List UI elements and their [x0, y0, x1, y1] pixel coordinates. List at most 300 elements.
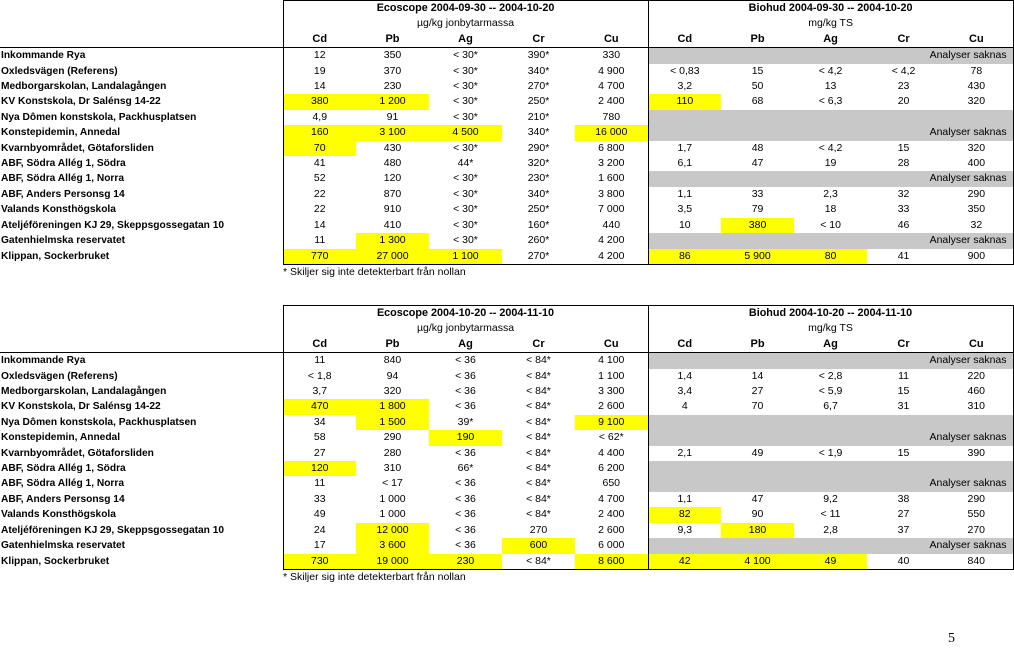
- site-name: Inkommande Rya: [1, 50, 86, 62]
- column-header: Cu: [940, 337, 1013, 353]
- biohud-value: 70: [751, 400, 764, 413]
- biohud-value: 290: [940, 492, 1013, 507]
- biohud-value: 1,1: [648, 187, 721, 202]
- header-unit-row: [0, 16, 1013, 31]
- ecoscope-value: < 17: [382, 477, 403, 490]
- biohud-value: 15: [897, 141, 910, 154]
- ecoscope-value: < 36: [455, 523, 476, 536]
- biohud-value: 1,4: [648, 369, 721, 384]
- biohud-value: < 5,9: [818, 385, 843, 398]
- ecoscope-value: 160*: [527, 218, 550, 231]
- site-name: Gatenhielmska reservatet: [1, 540, 126, 552]
- biohud-value: 5 900: [721, 249, 794, 265]
- ecoscope-value: 780: [602, 110, 621, 123]
- biohud-value: 15: [897, 446, 910, 459]
- site-name: Valands Konsthögskola: [1, 509, 116, 521]
- analyses-missing: Analyser saknas: [648, 233, 1013, 248]
- header-title-row: [0, 1, 1013, 17]
- page-number: 5: [948, 631, 955, 646]
- ecoscope-value: 320: [383, 385, 402, 398]
- biohud-value: 41: [867, 249, 940, 265]
- site-name: Gatenhielmska reservatet: [1, 235, 126, 247]
- biohud-value: 110: [648, 94, 721, 109]
- biohud-value: 390: [940, 446, 1013, 461]
- biohud-value: 550: [940, 507, 1013, 522]
- ecoscope-value: < 30*: [453, 187, 478, 200]
- table-row: [0, 415, 1013, 430]
- biohud-value: 310: [940, 399, 1013, 414]
- column-header: Pb: [356, 337, 429, 353]
- results-table-period-1: [0, 0, 1014, 280]
- ecoscope-value: 340*: [527, 64, 550, 77]
- biohud-value: 48: [751, 141, 764, 154]
- ecoscope-value: 33: [283, 492, 356, 507]
- table-row: [0, 233, 1013, 248]
- column-header: Cd: [648, 337, 721, 353]
- ecoscope-value: < 84*: [526, 415, 551, 428]
- table-row: [0, 384, 1013, 399]
- biohud-unit: mg/kg TS: [648, 16, 1013, 31]
- analyses-missing: Analyser saknas: [648, 476, 1013, 491]
- ecoscope-value: 440: [602, 218, 621, 231]
- site-name: Konstepidemin, Annedal: [1, 432, 121, 444]
- ecoscope-value: 870: [383, 187, 402, 200]
- site-name: Ateljéföreningen KJ 29, Skeppsgossegatan 10: [1, 524, 225, 536]
- ecoscope-value: 480: [383, 157, 402, 170]
- ecoscope-value: 250*: [527, 95, 550, 108]
- ecoscope-value: 49: [283, 507, 356, 522]
- biohud-value: < 1,9: [818, 446, 843, 459]
- biohud-value: 9,3: [648, 523, 721, 538]
- table-row: [0, 64, 1013, 79]
- biohud-value: 32: [897, 187, 910, 200]
- biohud-value: 20: [897, 95, 910, 108]
- ecoscope-value: 8 600: [575, 554, 648, 570]
- ecoscope-value: < 30*: [453, 49, 478, 62]
- column-header: Cr: [867, 337, 940, 353]
- header-title-row: [0, 306, 1013, 322]
- ecoscope-value: 6 200: [598, 462, 625, 475]
- site-name: Ateljéföreningen KJ 29, Skeppsgossegatan 10: [1, 219, 225, 231]
- ecoscope-value: 1 800: [356, 399, 429, 414]
- ecoscope-value: 160: [283, 125, 356, 140]
- ecoscope-value: 4 900: [598, 64, 625, 77]
- biohud-value: 3,2: [648, 79, 721, 94]
- biohud-value: 2,3: [823, 187, 838, 200]
- ecoscope-value: 730: [283, 554, 356, 570]
- ecoscope-title: Ecoscope 2004-10-20 -- 2004-11-10: [283, 306, 648, 322]
- ecoscope-value: 3 100: [356, 125, 429, 140]
- ecoscope-value: < 30*: [453, 110, 478, 123]
- biohud-value: 78: [940, 64, 1013, 79]
- analyses-missing: [648, 415, 1013, 430]
- ecoscope-value: < 84*: [526, 431, 551, 444]
- ecoscope-value: 66*: [457, 462, 474, 475]
- ecoscope-value: < 84*: [526, 492, 551, 505]
- site-name: ABF, Anders Personsg 14: [1, 493, 125, 505]
- ecoscope-value: 91: [386, 110, 399, 123]
- column-header: Ag: [794, 32, 867, 48]
- biohud-value: 50: [751, 80, 764, 93]
- biohud-value: 82: [648, 507, 721, 522]
- table-row: [0, 218, 1013, 233]
- ecoscope-value: 2 600: [598, 523, 625, 536]
- biohud-value: 460: [940, 384, 1013, 399]
- table-row: [0, 446, 1013, 461]
- biohud-value: 380: [721, 218, 794, 233]
- site-name: ABF, Södra Allég 1, Södra: [1, 463, 126, 475]
- ecoscope-value: 4 200: [575, 249, 648, 265]
- ecoscope-value: < 36: [455, 492, 476, 505]
- ecoscope-value: 4 700: [598, 492, 625, 505]
- analyses-missing: Analyser saknas: [648, 125, 1013, 140]
- table-row: [0, 110, 1013, 125]
- table-row: [0, 554, 1013, 570]
- ecoscope-value: 6 000: [598, 539, 625, 552]
- biohud-value: < 10: [820, 218, 841, 231]
- site-name: ABF, Södra Allég 1, Norra: [1, 478, 125, 490]
- ecoscope-value: < 36: [455, 369, 476, 382]
- ecoscope-value: < 84*: [526, 477, 551, 490]
- ecoscope-value: < 84*: [526, 385, 551, 398]
- biohud-value: < 11: [820, 508, 841, 521]
- biohud-value: 37: [897, 523, 910, 536]
- ecoscope-value: < 84*: [526, 400, 551, 413]
- footnote: * Skiljer sig inte detekterbart från nollan: [283, 265, 466, 278]
- biohud-value: 11: [898, 369, 909, 382]
- ecoscope-value: 280: [383, 446, 402, 459]
- ecoscope-value: 370: [383, 64, 402, 77]
- column-header: Cd: [283, 32, 356, 48]
- biohud-value: 220: [940, 369, 1013, 384]
- ecoscope-value: 290*: [527, 141, 550, 154]
- site-name: Inkommande Rya: [1, 355, 86, 367]
- ecoscope-value: 770: [283, 249, 356, 265]
- biohud-value: 40: [867, 554, 940, 570]
- biohud-value: 15: [751, 64, 764, 77]
- biohud-value: 80: [794, 249, 867, 265]
- biohud-value: 1,7: [648, 141, 721, 156]
- ecoscope-value: 120: [283, 461, 356, 476]
- ecoscope-value: 34: [283, 415, 356, 430]
- ecoscope-value: 600: [502, 538, 575, 553]
- table-row: [0, 48, 1013, 64]
- site-name: Klippan, Sockerbruket: [1, 250, 110, 262]
- site-name: Oxledsvägen (Referens): [1, 65, 118, 77]
- column-header: Cd: [648, 32, 721, 48]
- biohud-title: Biohud 2004-10-20 -- 2004-11-10: [648, 306, 1013, 322]
- results-table-period-2: [0, 305, 1014, 585]
- biohud-value: 3,4: [648, 384, 721, 399]
- ecoscope-value: < 1,8: [283, 369, 356, 384]
- ecoscope-value: < 30*: [453, 95, 478, 108]
- ecoscope-value: 1 100: [598, 369, 625, 382]
- table-row: [0, 125, 1013, 140]
- table-row: [0, 476, 1013, 491]
- ecoscope-value: 260*: [527, 234, 550, 247]
- biohud-value: 900: [940, 249, 1013, 265]
- ecoscope-value: 310: [383, 462, 402, 475]
- ecoscope-value: 11: [283, 476, 356, 491]
- ecoscope-value: 340*: [527, 126, 550, 139]
- table-row: [0, 249, 1013, 265]
- ecoscope-value: 14: [283, 79, 356, 94]
- ecoscope-value: 330: [602, 49, 621, 62]
- column-header: Pb: [356, 32, 429, 48]
- ecoscope-value: 230: [383, 80, 402, 93]
- site-name: Klippan, Sockerbruket: [1, 555, 110, 567]
- ecoscope-value: 210*: [527, 110, 550, 123]
- analyses-missing: Analyser saknas: [648, 430, 1013, 445]
- biohud-value: < 2,8: [818, 369, 843, 382]
- ecoscope-value: < 30*: [453, 172, 478, 185]
- table-row: [0, 79, 1013, 94]
- analyses-missing: Analyser saknas: [648, 171, 1013, 186]
- site-name: Konstepidemin, Annedal: [1, 127, 121, 139]
- ecoscope-value: 39*: [457, 415, 474, 428]
- ecoscope-value: 12: [283, 48, 356, 64]
- table-row: [0, 492, 1013, 507]
- ecoscope-value: 22: [283, 187, 356, 202]
- ecoscope-value: < 36: [455, 354, 476, 367]
- site-name: KV Konstskola, Dr Salénsg 14-22: [1, 401, 161, 413]
- ecoscope-value: 11: [283, 233, 356, 248]
- ecoscope-value: 430: [383, 141, 402, 154]
- biohud-value: < 4,2: [891, 64, 916, 77]
- biohud-value: 320: [940, 141, 1013, 156]
- biohud-value: 3,5: [648, 202, 721, 217]
- ecoscope-value: 27 000: [356, 249, 429, 265]
- biohud-value: 19: [824, 157, 837, 170]
- biohud-value: 49: [751, 446, 764, 459]
- analyses-missing: Analyser saknas: [648, 48, 1013, 64]
- biohud-value: 1,1: [648, 492, 721, 507]
- table-row: [0, 538, 1013, 553]
- ecoscope-value: 2 400: [598, 508, 625, 521]
- ecoscope-value: 270*: [527, 80, 550, 93]
- biohud-value: 2,8: [823, 523, 838, 536]
- table-row: [0, 369, 1013, 384]
- column-header: Cr: [867, 32, 940, 48]
- table-row: [0, 507, 1013, 522]
- biohud-value: 290: [940, 187, 1013, 202]
- column-header: Cr: [502, 32, 575, 48]
- ecoscope-value: < 84*: [502, 554, 575, 570]
- ecoscope-value: 3 800: [598, 187, 625, 200]
- biohud-value: < 6,3: [818, 95, 843, 108]
- column-header-row: [0, 32, 1013, 48]
- ecoscope-value: 270*: [502, 249, 575, 265]
- biohud-value: 33: [897, 203, 910, 216]
- biohud-value: 90: [751, 508, 764, 521]
- biohud-value: 4 100: [721, 554, 794, 570]
- table-row: [0, 187, 1013, 202]
- biohud-value: 840: [940, 554, 1013, 570]
- biohud-value: 47: [751, 492, 764, 505]
- ecoscope-value: 4 400: [598, 446, 625, 459]
- biohud-value: 32: [940, 218, 1013, 233]
- biohud-value: 86: [648, 249, 721, 265]
- ecoscope-value: 340*: [527, 187, 550, 200]
- ecoscope-value: 230: [429, 554, 502, 570]
- biohud-value: 320: [940, 94, 1013, 109]
- ecoscope-unit: µg/kg jonbytarmassa: [283, 321, 648, 336]
- biohud-value: 28: [897, 157, 910, 170]
- footnote-row: [0, 264, 1013, 280]
- ecoscope-value: < 84*: [526, 446, 551, 459]
- biohud-value: 400: [940, 156, 1013, 171]
- column-header: Pb: [721, 337, 794, 353]
- ecoscope-value: 1 300: [356, 233, 429, 248]
- ecoscope-value: 6 800: [598, 141, 625, 154]
- column-header: Cu: [940, 32, 1013, 48]
- ecoscope-value: 390*: [527, 49, 550, 62]
- biohud-value: 4: [648, 399, 721, 414]
- biohud-value: 430: [940, 79, 1013, 94]
- site-name: Medborgarskolan, Landalagången: [1, 386, 167, 398]
- ecoscope-value: 4,9: [283, 110, 356, 125]
- ecoscope-value: 2 600: [598, 400, 625, 413]
- ecoscope-value: < 36: [455, 446, 476, 459]
- biohud-value: 270: [940, 523, 1013, 538]
- biohud-value: 14: [751, 369, 764, 382]
- ecoscope-value: 7 000: [598, 203, 625, 216]
- ecoscope-value: 1 500: [356, 415, 429, 430]
- ecoscope-value: 1 600: [598, 172, 625, 185]
- ecoscope-value: < 84*: [526, 462, 551, 475]
- biohud-value: 31: [897, 400, 910, 413]
- column-header: Ag: [794, 337, 867, 353]
- table-row: [0, 171, 1013, 186]
- ecoscope-value: 3,7: [283, 384, 356, 399]
- biohud-value: 180: [721, 523, 794, 538]
- table-row: [0, 141, 1013, 156]
- ecoscope-value: < 84*: [526, 354, 551, 367]
- footnote: * Skiljer sig inte detekterbart från nollan: [283, 570, 466, 583]
- column-header: Cu: [575, 337, 648, 353]
- table-row: [0, 202, 1013, 217]
- site-name: Oxledsvägen (Referens): [1, 370, 118, 382]
- ecoscope-value: 4 100: [598, 354, 625, 367]
- biohud-value: 6,7: [823, 400, 838, 413]
- biohud-value: 46: [897, 218, 910, 231]
- ecoscope-value: 320*: [527, 157, 550, 170]
- ecoscope-value: 380: [283, 94, 356, 109]
- ecoscope-value: 3 600: [356, 538, 429, 553]
- ecoscope-value: 4 200: [598, 234, 625, 247]
- ecoscope-value: 250*: [527, 203, 550, 216]
- ecoscope-value: 4 700: [598, 80, 625, 93]
- biohud-value: 79: [751, 203, 764, 216]
- table-row: [0, 353, 1013, 369]
- ecoscope-value: 350: [383, 49, 402, 62]
- ecoscope-value: < 30*: [453, 141, 478, 154]
- ecoscope-value: 910: [383, 203, 402, 216]
- ecoscope-value: 4 500: [429, 125, 502, 140]
- site-name: Nya Dômen konstskola, Packhusplatsen: [1, 111, 197, 123]
- ecoscope-value: 14: [283, 218, 356, 233]
- site-name: Nya Dômen konstskola, Packhusplatsen: [1, 416, 197, 428]
- ecoscope-value: 1 000: [379, 508, 406, 521]
- ecoscope-value: 470: [283, 399, 356, 414]
- biohud-value: 350: [940, 202, 1013, 217]
- ecoscope-value: 290: [383, 431, 402, 444]
- site-name: Medborgarskolan, Landalagången: [1, 81, 167, 93]
- ecoscope-value: 9 100: [575, 415, 648, 430]
- ecoscope-value: 3 300: [598, 385, 625, 398]
- biohud-value: 33: [751, 187, 764, 200]
- biohud-value: 10: [648, 218, 721, 233]
- ecoscope-value: 16 000: [575, 125, 648, 140]
- column-header: Ag: [429, 32, 502, 48]
- column-header: Cr: [502, 337, 575, 353]
- ecoscope-value: 94: [386, 369, 399, 382]
- column-header: Pb: [721, 32, 794, 48]
- ecoscope-unit: µg/kg jonbytarmassa: [283, 16, 648, 31]
- ecoscope-value: 22: [283, 202, 356, 217]
- biohud-value: < 4,2: [818, 64, 843, 77]
- ecoscope-value: 44*: [457, 157, 474, 170]
- ecoscope-value: 410: [383, 218, 402, 231]
- ecoscope-value: 27: [283, 446, 356, 461]
- ecoscope-value: 190: [429, 430, 502, 445]
- table-row: [0, 523, 1013, 538]
- biohud-value: 42: [648, 554, 721, 570]
- ecoscope-value: 2 400: [598, 95, 625, 108]
- ecoscope-value: < 36: [455, 539, 476, 552]
- ecoscope-value: 12 000: [356, 523, 429, 538]
- biohud-value: 47: [751, 157, 764, 170]
- biohud-value: 9,2: [823, 492, 838, 505]
- biohud-value: 15: [897, 385, 910, 398]
- ecoscope-value: 1 000: [379, 492, 406, 505]
- biohud-value: 18: [824, 203, 837, 216]
- biohud-value: 6,1: [648, 156, 721, 171]
- table-row: [0, 94, 1013, 109]
- ecoscope-value: 70: [283, 141, 356, 156]
- biohud-value: 2,1: [648, 446, 721, 461]
- column-header-row: [0, 337, 1013, 353]
- analyses-missing: [648, 110, 1013, 125]
- ecoscope-title: Ecoscope 2004-09-30 -- 2004-10-20: [283, 1, 648, 17]
- site-name: ABF, Södra Allég 1, Norra: [1, 173, 125, 185]
- site-name: ABF, Anders Personsg 14: [1, 188, 125, 200]
- ecoscope-value: 1 200: [356, 94, 429, 109]
- ecoscope-value: < 30*: [453, 234, 478, 247]
- ecoscope-value: 58: [283, 430, 356, 445]
- ecoscope-value: 840: [383, 354, 402, 367]
- table-row: [0, 461, 1013, 476]
- ecoscope-value: 270: [529, 523, 548, 536]
- table-row: [0, 430, 1013, 445]
- ecoscope-value: < 36: [455, 477, 476, 490]
- ecoscope-value: 19: [283, 64, 356, 79]
- site-name: KV Konstskola, Dr Salénsg 14-22: [1, 96, 161, 108]
- ecoscope-value: < 36: [455, 400, 476, 413]
- ecoscope-value: 24: [283, 523, 356, 538]
- biohud-value: 27: [897, 508, 910, 521]
- column-header: Cd: [283, 337, 356, 353]
- ecoscope-value: 17: [283, 538, 356, 553]
- ecoscope-value: 19 000: [356, 554, 429, 570]
- site-name: ABF, Södra Allég 1, Södra: [1, 158, 126, 170]
- biohud-unit: mg/kg TS: [648, 321, 1013, 336]
- ecoscope-value: 120: [383, 172, 402, 185]
- analyses-missing: Analyser saknas: [648, 538, 1013, 553]
- column-header: Cu: [575, 32, 648, 48]
- site-name: Valands Konsthögskola: [1, 204, 116, 216]
- footnote-row: [0, 569, 1013, 585]
